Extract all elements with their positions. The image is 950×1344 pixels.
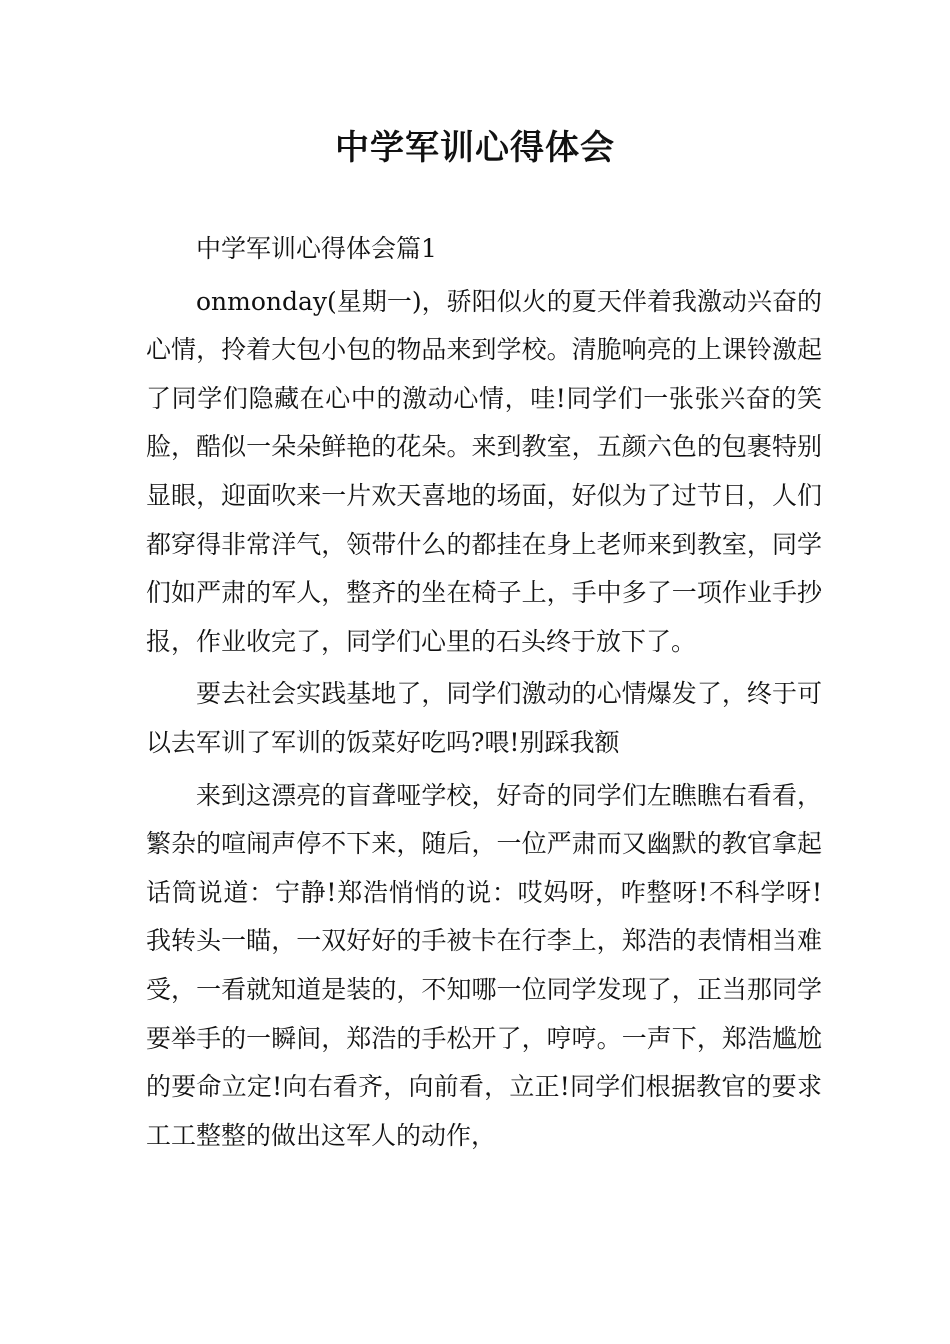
paragraph-2: 要去社会实践基地了，同学们激动的心情爆发了，终于可以去军训了军训的饭菜好吃吗?喂!别踩我额 [146, 679, 822, 757]
document-body [146, 225, 822, 1160]
page-title: 中学军训心得体会 [335, 128, 615, 168]
paragraph-1: onmonday(星期一)，骄阳似火的夏天伴着我激动兴奋的心情，拎着大包小包的物品来到学校。清脆响亮的上课铃激起了同学们隐藏在心中的激动心情，哇!同学们一张张兴奋的笑脸，酷似一朵朵鲜艳的花朵。来到教室，五颜六色的包裹特别显眼，迎面吹来一片欢天喜地的场面，好似为了过节日，人们都穿得非常洋气，领带什么的都挂在身上老师来到教室，同学们如严肃的军人，整齐的坐在椅子上，手中多了一项作业手抄报，作业收完了，同学们心里的石头终于放下了。 [146, 286, 822, 656]
paragraph-3: 来到这漂亮的盲聋哑学校，好奇的同学们左瞧瞧右看看，繁杂的喧闹声停不下来，随后，一位严肃而又幽默的教官拿起话筒说道：宁静!郑浩悄悄的说：哎妈呀，咋整呀!不科学呀!我转头一瞄，一双好好的手被卡在行李上，郑浩的表情相当难受，一看就知道是装的，不知哪一位同学发现了，正当那同学要举手的一瞬间，郑浩的手松开了，哼哼。一声下，郑浩尴尬的要命立定!向右看齐，向前看，立正!同学们根据教官的要求工工整整的做出这军人的动作， [146, 780, 822, 1150]
section-heading: 中学军训心得体会篇1 [196, 234, 437, 263]
